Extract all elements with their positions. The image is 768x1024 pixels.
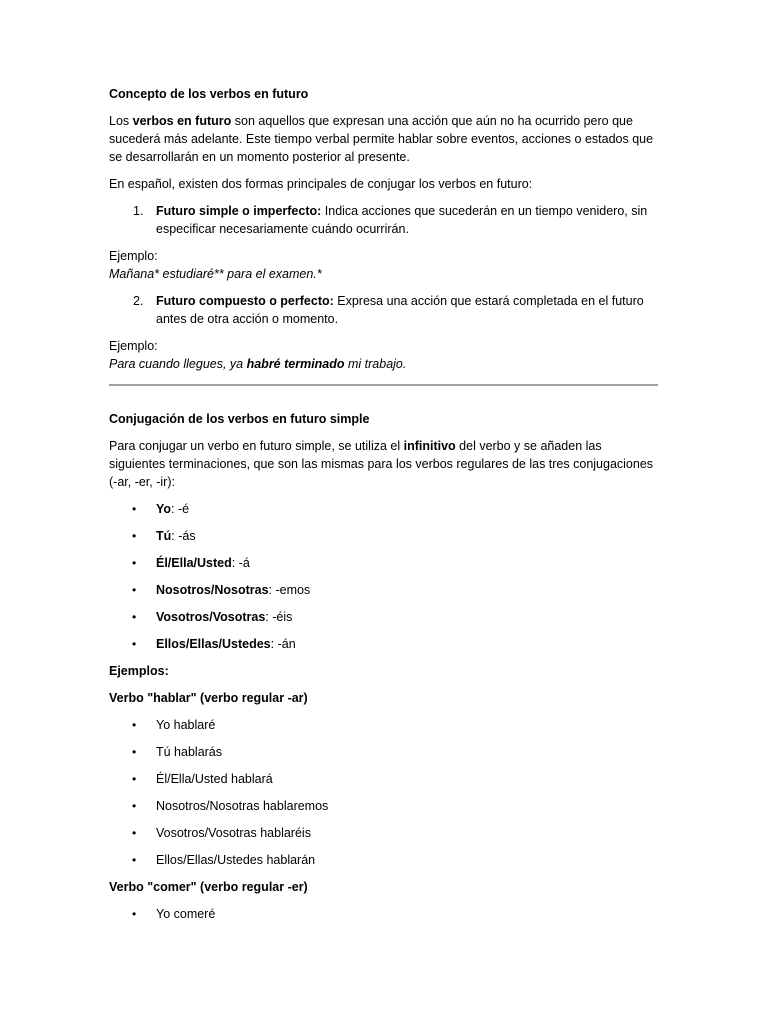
example-sentence xyxy=(109,265,659,283)
example-label: Ejemplo: xyxy=(109,339,158,353)
list-item-term: Futuro simple o imperfecto: xyxy=(156,204,322,218)
pronoun: Nosotros/Nosotras xyxy=(156,583,269,597)
hablar-list xyxy=(109,716,659,869)
list-item: • Vosotros/Vosotras hablaréis xyxy=(109,824,659,842)
ending-item xyxy=(109,635,659,653)
list-item: • Yo comeré xyxy=(109,905,659,923)
list-item: • Nosotros/Nosotras hablaremos xyxy=(109,797,659,815)
ending-item xyxy=(109,554,659,572)
endings-list xyxy=(109,500,659,653)
forms-list-1 xyxy=(109,202,659,238)
section-divider xyxy=(109,384,658,386)
list-item-text: Indica acciones que sucederán en un tiempo venidero, sin especificar necesariamente cuándo ocurrirán. xyxy=(156,204,648,236)
list-item: • Tú hablarás xyxy=(109,743,659,761)
list-item-futuro-simple xyxy=(109,202,659,238)
list-number: 2. xyxy=(133,294,144,308)
intro-paragraph xyxy=(109,112,659,166)
forms-list-2 xyxy=(109,292,659,328)
ending: : -ás xyxy=(171,529,196,543)
example-text-2: mi trabajo. xyxy=(344,357,407,371)
example-sentence xyxy=(109,355,659,373)
pronoun: Ellos/Ellas/Ustedes xyxy=(156,637,271,651)
example-text: Mañana* estudiaré** para el examen.* xyxy=(109,267,322,281)
pronoun: Yo xyxy=(156,502,172,516)
verb-comer-heading: Verbo "comer" (verbo regular -er) xyxy=(109,880,308,894)
list-item-text: Expresa una acción que estará completada en el futuro antes de otra acción o momento. xyxy=(156,294,644,326)
ending: : -é xyxy=(171,502,190,516)
conj-bold: infinitivo xyxy=(403,439,456,453)
ending-item xyxy=(109,581,659,599)
comer-list xyxy=(109,905,659,923)
ending: : -án xyxy=(270,637,296,651)
list-item-futuro-compuesto xyxy=(109,292,659,328)
forms-paragraph: En español, existen dos formas principales de conjugar los verbos en futuro: xyxy=(109,177,533,191)
ending-item xyxy=(109,608,659,626)
intro-text-1: Los xyxy=(109,114,133,128)
conj-text-1: Para conjugar un verbo en futuro simple, se utiliza el xyxy=(109,439,404,453)
ending: : -emos xyxy=(268,583,311,597)
example-label: Ejemplo: xyxy=(109,249,158,263)
intro-bold: verbos en futuro xyxy=(132,114,232,128)
list-item: • Él/Ella/Usted hablará xyxy=(109,770,659,788)
pronoun: Él/Ella/Usted xyxy=(156,556,232,570)
ending: : -á xyxy=(231,556,250,570)
examples-heading: Ejemplos: xyxy=(109,664,169,678)
list-item: • Yo hablaré xyxy=(109,716,659,734)
list-number: 1. xyxy=(133,204,144,218)
pronoun: Tú xyxy=(156,529,172,543)
conj-text-2: del verbo y se añaden las siguientes terminaciones, que son las mismas para los verbos regulares de las tres conjugaciones (-ar, -er, -ir): xyxy=(109,439,654,489)
example-block-2 xyxy=(109,337,659,373)
example-block-1 xyxy=(109,247,659,283)
section-title-concepto: Concepto de los verbos en futuro xyxy=(109,87,309,101)
example-bold: habré terminado xyxy=(246,357,345,371)
ending-item xyxy=(109,527,659,545)
intro-text-2: son aquellos que expresan una acción que aún no ha ocurrido pero que sucederá más adelante. Este tiempo verbal permite hablar sobre eventos, acciones o estados que se desarrollarán en un momento posterior al presente. xyxy=(109,114,654,164)
section-title-conjugacion: Conjugación de los verbos en futuro simple xyxy=(109,412,370,426)
conjugation-intro xyxy=(109,437,659,491)
document-body xyxy=(109,85,659,932)
pronoun: Vosotros/Vosotras xyxy=(156,610,266,624)
example-text-1: Para cuando llegues, ya xyxy=(109,357,247,371)
list-item-term: Futuro compuesto o perfecto: xyxy=(156,294,334,308)
list-item: • Ellos/Ellas/Ustedes hablarán xyxy=(109,851,659,869)
verb-hablar-heading: Verbo "hablar" (verbo regular -ar) xyxy=(109,691,308,705)
ending-item xyxy=(109,500,659,518)
ending: : -éis xyxy=(265,610,293,624)
